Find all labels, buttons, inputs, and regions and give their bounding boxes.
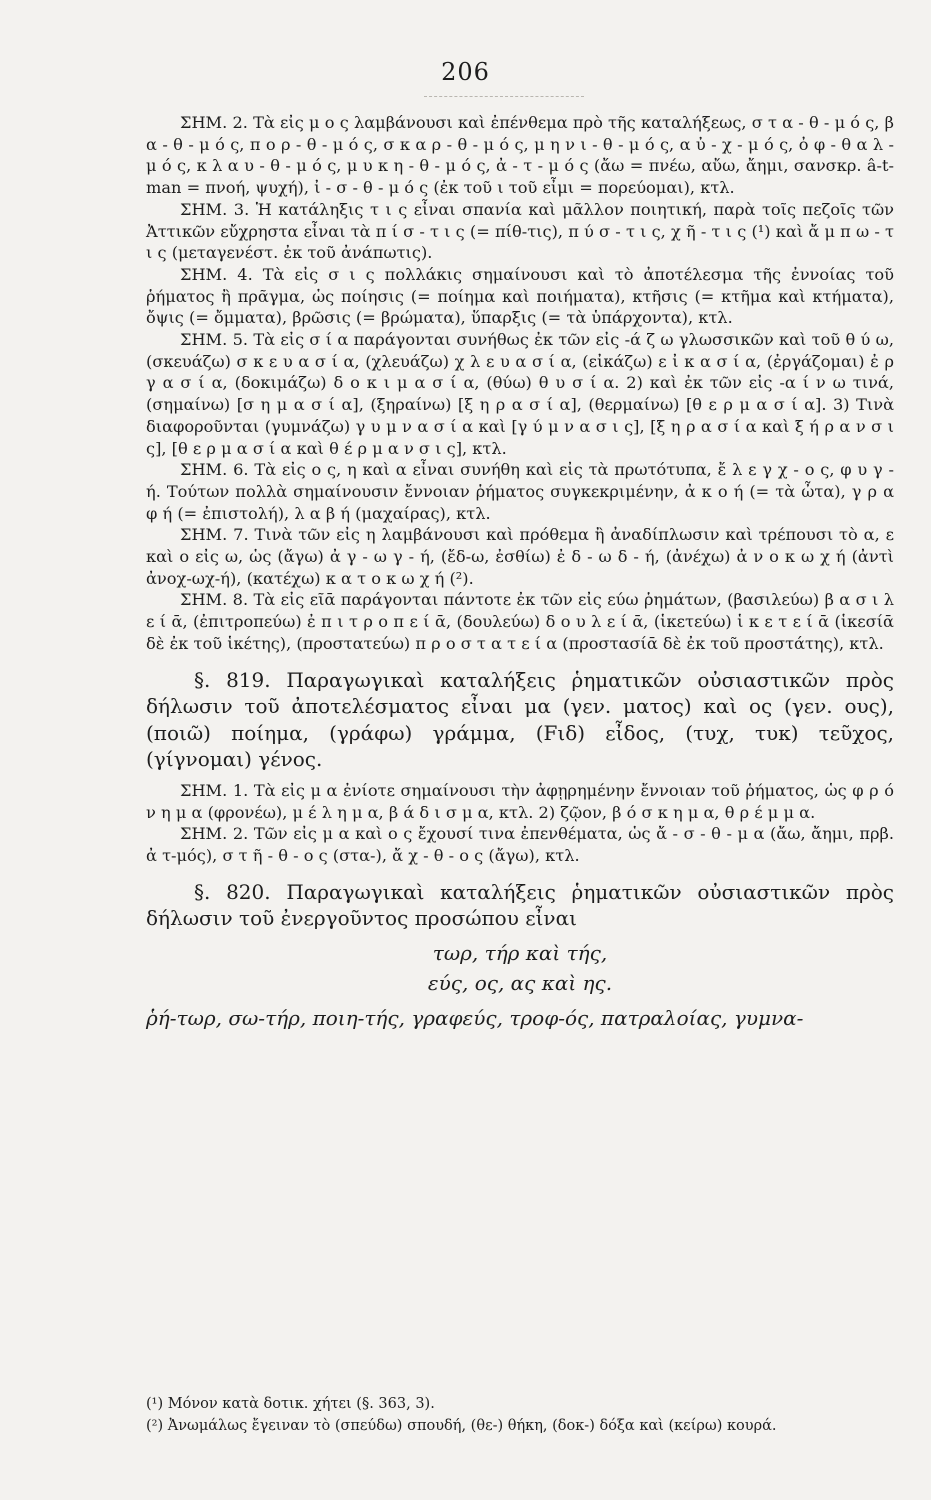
page-body: [146, 112, 894, 1032]
note-paragraph: ΣΗΜ. 2. Τῶν εἰς μ α καὶ ο ς ἔχουσί τινα ἐπενθέματα, ὡς ἄ - σ - θ - μ α (ἄω, ἄημι, πρβ. ἀ τ-μός), σ τ ῆ - θ - ο ς (στα-), ἄ χ - θ - ο ς (ἄγω), κτλ.: [146, 824, 894, 866]
footnote: (²) Ἀνωμάλως ἔγειναν τὸ (σπεύδω) σπουδή, (θε-) θήκη, (δοκ-) δόξα καὶ (κείρω) κουρά.: [146, 1418, 777, 1434]
footnotes: [146, 1393, 894, 1437]
note-paragraph: ΣΗΜ. 1. Τὰ εἰς μ α ἐνίοτε σημαίνουσι τὴν ἀφῃρημένην ἔννοιαν τοῦ ῥήματος, ὡς φ ρ ό ν η μ α (φρονέω), μ έ λ η μ α, β ά δ ι σ μ α, κτλ. 2) ζῷον, β ό σ κ η μ α, θ ρ έ μ μ α.: [146, 780, 894, 822]
header-rule: [424, 96, 584, 97]
note-paragraph: ΣΗΜ. 3. Ἡ κατάληξις τ ι ς εἶναι σπανία καὶ μᾶλλον ποιητική, παρὰ τοῖς πεζοῖς τῶν Ἀττικῶν εὔχρηστα εἶναι τὰ π ί σ - τ ι ς (= πίθ-τις), π ύ σ - τ ι ς, χ ῆ - τ ι ς (¹) καὶ ἄ μ π ω - τ ι ς (μεταγενέστ. ἐκ τοῦ ἀνάπωτις).: [146, 199, 894, 263]
note-paragraph: ΣΗΜ. 8. Τὰ εἰς εῖᾱ παράγονται πάντοτε ἐκ τῶν εἰς εύω ῥημάτων, (βασιλεύω) β α σ ι λ ε ί ᾱ, (ἐπιτροπεύω) ἐ π ι τ ρ ο π ε ί ᾱ, (δουλεύω) δ ο υ λ ε ί ᾱ, (ἱκετεύω) ἱ κ ε τ ε ί ᾱ (ἱκεσίᾱ δὲ ἐκ τοῦ ἱκέτης), (προστατεύω) π ρ ο σ τ α τ ε ί α (προστασίᾱ δὲ ἐκ τοῦ προστάτης), κτλ.: [146, 590, 894, 653]
examples-line: ῥή-τωρ, σω-τήρ, ποιη-τής, γραφεύς, τροφ-ός, πατραλοίας, γυμνα-: [146, 1005, 804, 1030]
note-paragraph: ΣΗΜ. 6. Τὰ εἰς ο ς, η καὶ α εἶναι συνήθη καὶ εἰς τὰ πρωτότυπα, ἔ λ ε γ χ - ο ς, φ υ γ - ή. Τούτων πολλὰ σημαίνουσιν ἔννοιαν ῥήματος συγκεκριμένην, ἀ κ ο ή (= τὰ ὦτα), γ ρ α φ ή (= ἐπιστολή), λ α β ή (μαχαίρας), κτλ.: [146, 460, 894, 523]
footnote: (¹) Μόνον κατὰ δοτικ. χήτει (§. 363, 3).: [146, 1396, 435, 1412]
note-paragraph: ΣΗΜ. 5. Τὰ εἰς σ ί α παράγονται συνήθως ἐκ τῶν εἰς -ά ζ ω γλωσσικῶν καὶ τοῦ θ ύ ω, (σκευάζω) σ κ ε υ α σ ί α, (χλευάζω) χ λ ε υ α σ ί α, (εἰκάζω) ε ἰ κ α σ ί α, (ἐργάζομαι) ἐ ρ γ α σ ί α, (δοκιμάζω) δ ο κ ι μ α σ ί α, (θύω) θ υ σ ί α. 2) καὶ ἐκ τῶν εἰς -α ί ν ω τινά, (σημαίνω) [σ η μ α σ ί α], (ξηραίνω) [ξ η ρ α σ ί α], (θερμαίνω) [θ ε ρ μ α σ ί α]. 3) Τινὰ διαφοροῦνται (γυμνάζω) γ υ μ ν α σ ί α καὶ [γ ύ μ ν α σ ι ς], [ξ η ρ α σ ί α καὶ ξ ή ρ α ν σ ι ς], [θ ε ρ μ α σ ί α καὶ θ έ ρ μ α ν σ ι ς], κτλ.: [146, 330, 894, 458]
section-paragraph: §. 819. Παραγωγικαὶ καταλήξεις ῥηματικῶν οὐσιαστικῶν πρὸς δήλωσιν τοῦ ἀποτελέσματος εἶναι μα (γεν. ματος) καὶ ος (γεν. ους), (ποιῶ) ποίημα, (γράφω) γράμμα, (Fιδ) εἶδος, (τυχ, τυκ) τεῦχος, (γίγνομαι) γένος.: [146, 667, 894, 772]
page-number: 206: [441, 58, 490, 86]
endings-line: εύς, ος, ας καὶ ης.: [427, 970, 613, 995]
note-paragraph: ΣΗΜ. 4. Τὰ εἰς σ ι ς πολλάκις σημαίνουσι καὶ τὸ ἀποτέλεσμα τῆς ἐννοίας τοῦ ῥήματος ἢ πρᾶγμα, ὡς ποίησις (= ποίημα καὶ ποιήματα), κτῆσις (= κτῆμα καὶ κτήματα), ὄψις (= ὄμματα), βρῶσις (= βρώματα), ὕπαρξις (= τὰ ὑπάρχοντα), κτλ.: [146, 264, 894, 328]
endings-line: τωρ, τήρ καὶ τής,: [432, 940, 608, 965]
note-paragraph: ΣΗΜ. 7. Τινὰ τῶν εἰς η λαμβάνουσι καὶ πρόθεμα ἢ ἀναδίπλωσιν καὶ τρέπουσι τὸ α, ε καὶ ο εἰς ω, ὡς (ἄγω) ἀ γ - ω γ - ή, (ἔδ-ω, ἐσθίω) ἐ δ - ω δ - ή, (ἀνέχω) ἀ ν ο κ ω χ ή (ἀντὶ ἀνοχ-ωχ-ή), (κατέχω) κ α τ ο κ ω χ ή (²).: [146, 525, 894, 588]
section-paragraph: §. 820. Παραγωγικαὶ καταλήξεις ῥηματικῶν οὐσιαστικῶν πρὸς δήλωσιν τοῦ ἐνεργοῦντος προσώπου εἶναι: [146, 879, 894, 931]
note-paragraph: ΣΗΜ. 2. Τὰ εἰς μ ο ς λαμβάνουσι καὶ ἐπένθεμα πρὸ τῆς καταλήξεως, σ τ α - θ - μ ό ς, β α - θ - μ ό ς, π ο ρ - θ - μ ό ς, σ κ α ρ - θ - μ ό ς, μ η ν ι - θ - μ ό ς, α ὐ - χ - μ ό ς, ὀ φ - θ α λ - μ ό ς, κ λ α υ - θ - μ ό ς, μ υ κ η - θ - μ ό ς, ἀ - τ - μ ό ς (ἄω = πνέω, αὔω, ἄημι, σανσκρ. â-t-man = πνοή, ψυχή), ἰ - σ - θ - μ ό ς (ἐκ τοῦ ι τοῦ εἶμι = πορεύομαι), κτλ.: [146, 113, 894, 198]
